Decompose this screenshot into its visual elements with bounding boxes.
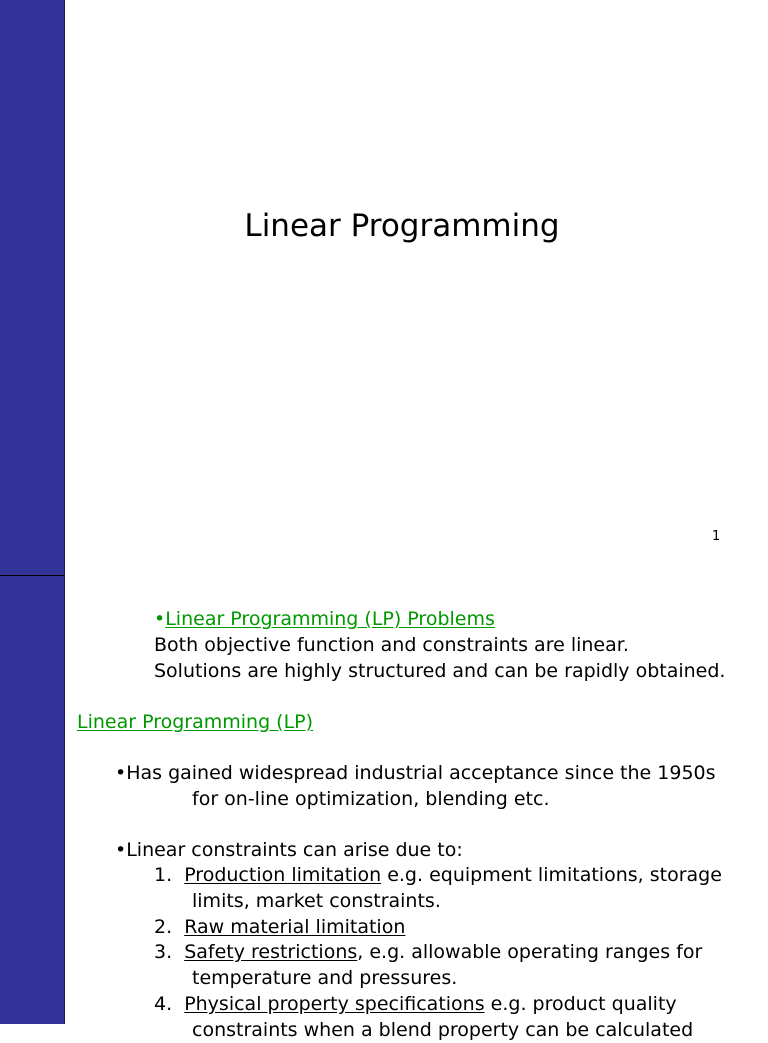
section-heading: Linear Programming (LP) xyxy=(77,711,314,733)
list-item xyxy=(154,914,405,940)
lp-problems-heading-line xyxy=(154,606,495,632)
list-item-rest: , e.g. allowable operating ranges for xyxy=(357,941,703,963)
list-item xyxy=(154,939,702,965)
slide-sidebar xyxy=(0,0,65,576)
list-item xyxy=(154,991,677,1017)
list-item-number: 2. xyxy=(154,916,173,938)
list-item-continuation: temperature and pressures. xyxy=(192,967,458,989)
bullet-marker: • xyxy=(154,608,166,630)
lp-problems-line-2: Solutions are highly structured and can be rapidly obtained. xyxy=(154,660,726,682)
slide-title: Linear Programming xyxy=(244,208,560,244)
bullet-2-text: •Linear constraints can arise due to: xyxy=(115,839,463,861)
page-number: 1 xyxy=(712,529,721,544)
list-item-number: 4. xyxy=(154,993,173,1015)
list-item xyxy=(154,862,722,888)
content-slide xyxy=(0,576,768,1041)
list-item-underlined: Physical property specifications xyxy=(184,993,485,1015)
list-item-rest: e.g. equipment limitations, storage xyxy=(381,864,722,886)
bullet-1-continuation: for on-line optimization, blending etc. xyxy=(192,788,550,810)
list-item-underlined: Raw material limitation xyxy=(184,916,406,938)
list-item-number: 3. xyxy=(154,941,173,963)
lp-problems-heading: Linear Programming (LP) Problems xyxy=(165,608,495,630)
list-item-continuation: constraints when a blend property can be calculated xyxy=(192,1019,694,1041)
list-item-underlined: Safety restrictions xyxy=(184,941,358,963)
list-item-underlined: Production limitation xyxy=(184,864,382,886)
list-item-continuation: limits, market constraints. xyxy=(192,890,441,912)
slide-sidebar xyxy=(0,576,65,1024)
list-item-rest: e.g. product quality xyxy=(484,993,677,1015)
bullet-1-text: •Has gained widespread industrial acceptance since the 1950s xyxy=(115,762,716,784)
list-item-number: 1. xyxy=(154,864,173,886)
lp-problems-line-1: Both objective function and constraints are linear. xyxy=(154,634,629,656)
